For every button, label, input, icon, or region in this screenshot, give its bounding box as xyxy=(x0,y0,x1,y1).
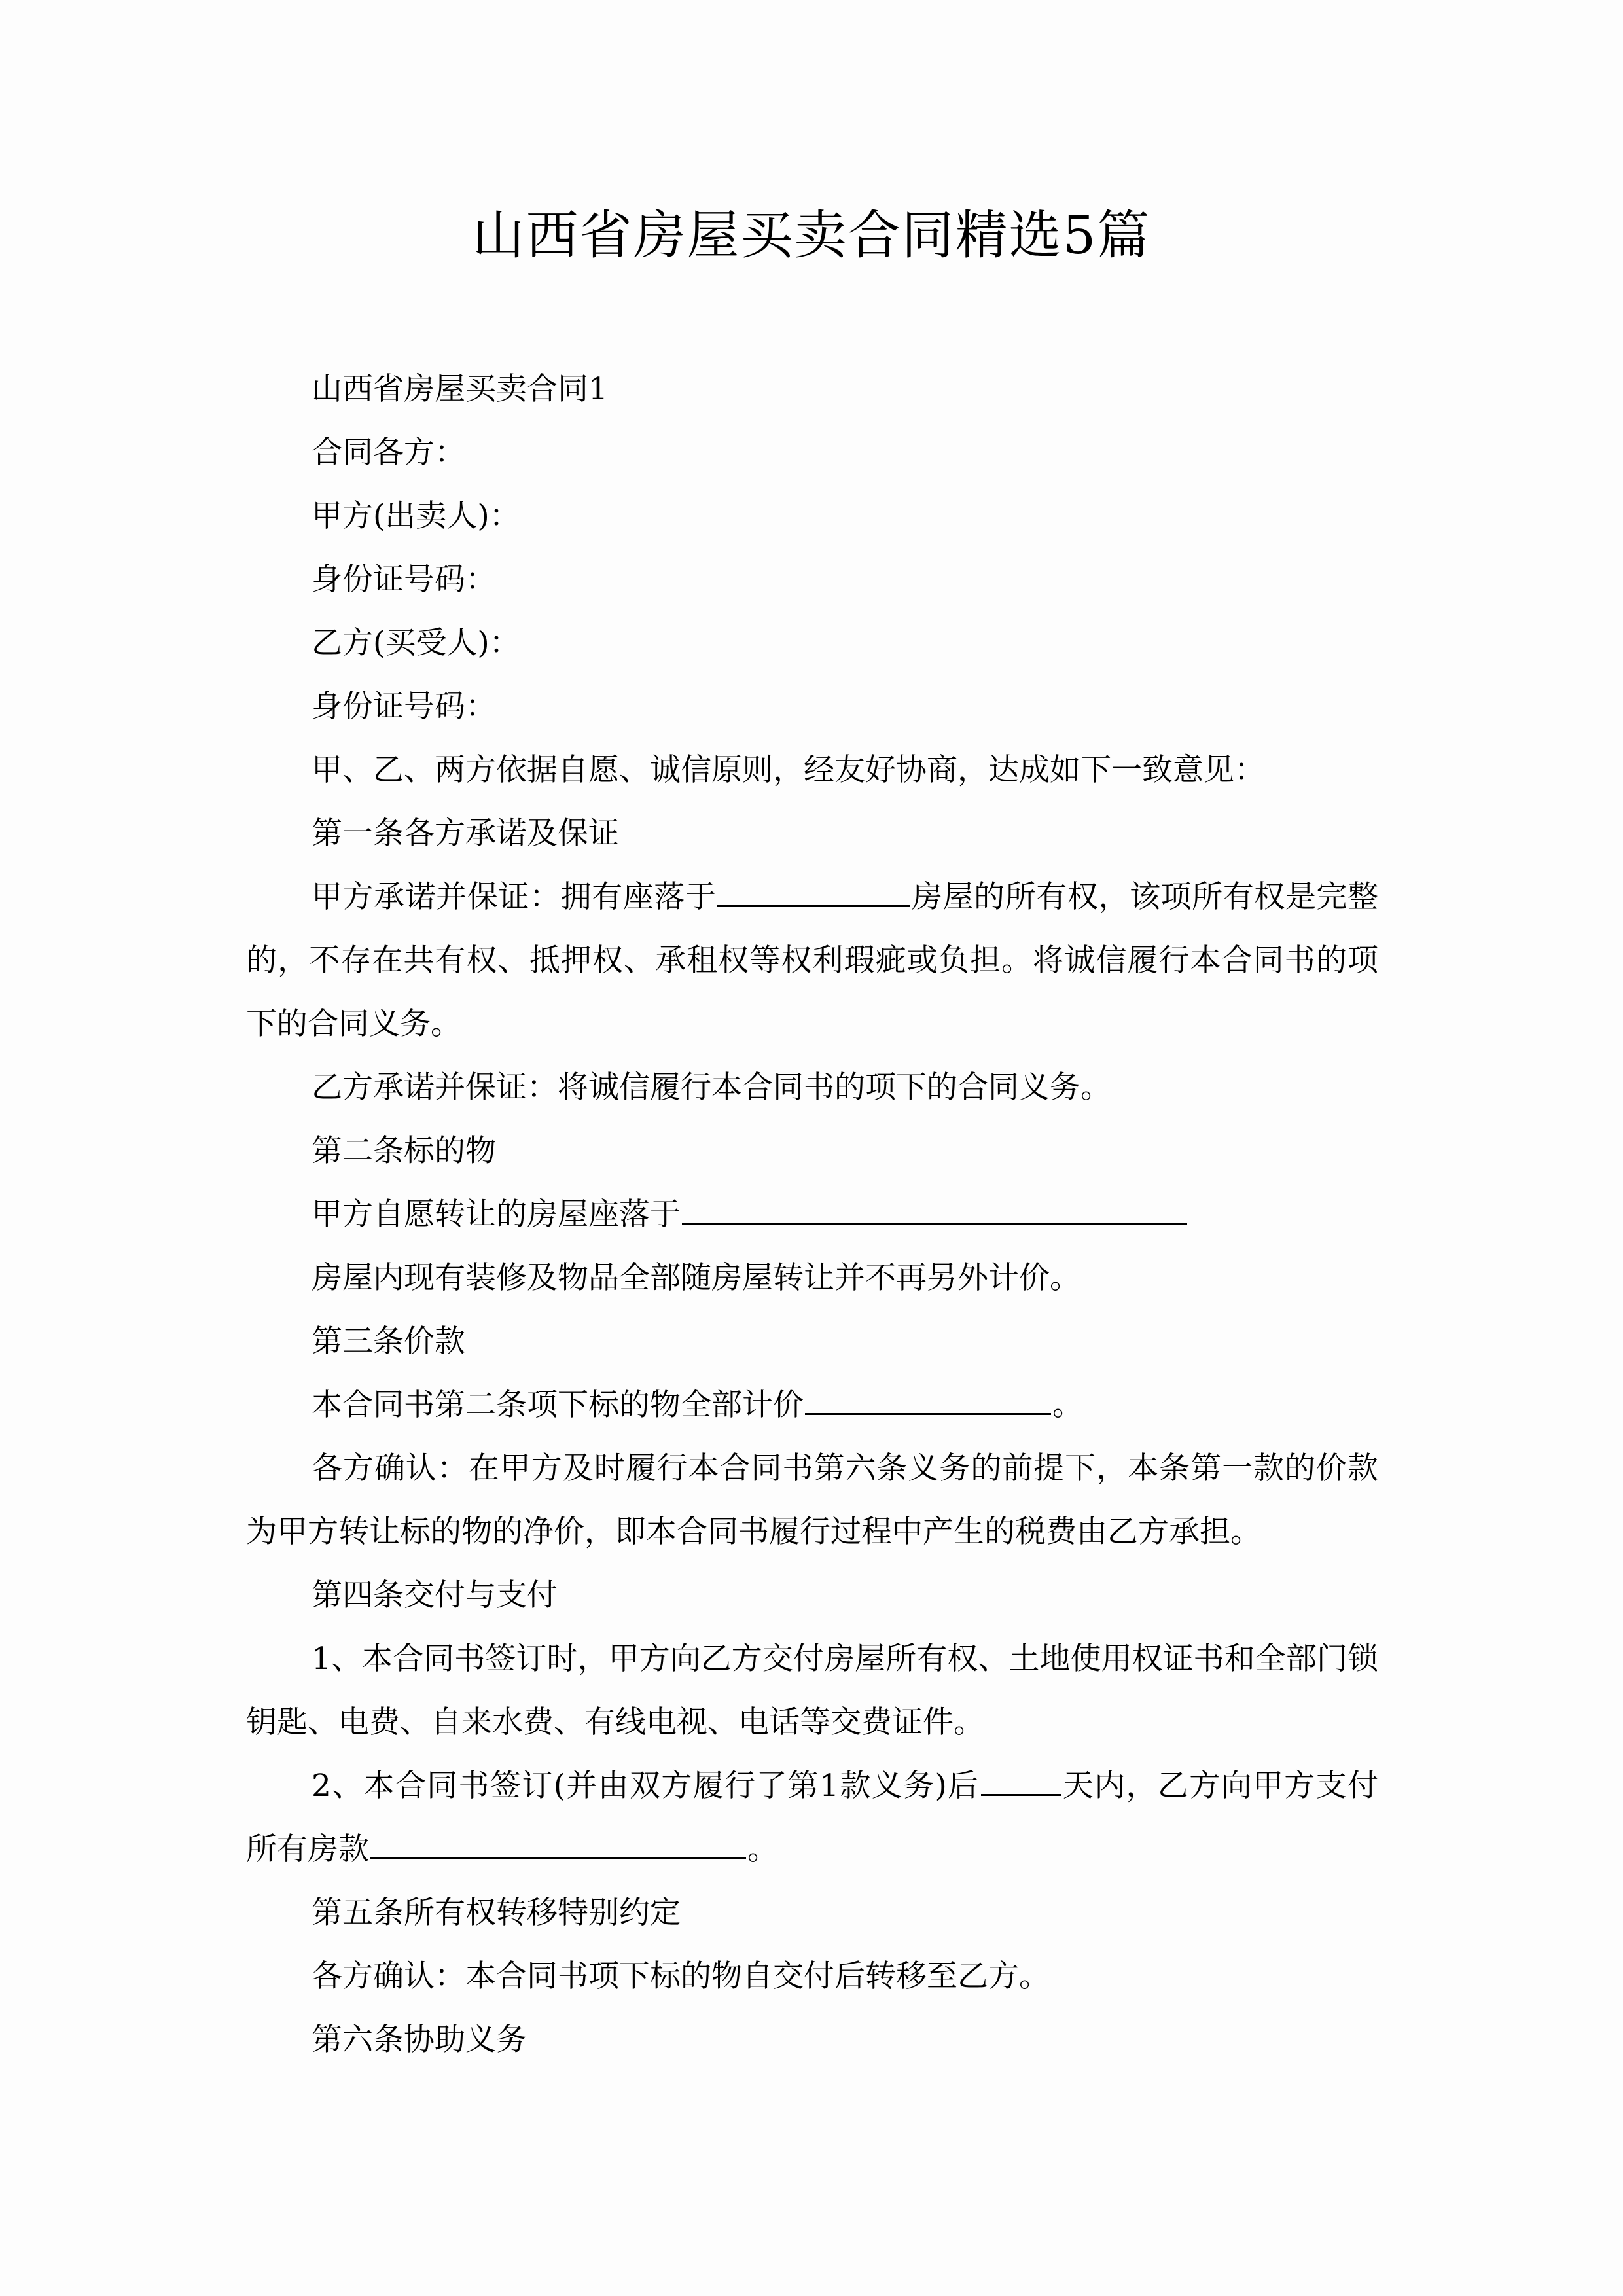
clause-text: 2、本合同书签订(并由双方履行了第1款义务)后 xyxy=(312,1768,980,1804)
party-b-id-label: 身份证号码： xyxy=(312,689,496,725)
clause-text: 本合同书第二条项下标的物全部计价 xyxy=(312,1387,804,1423)
article-3-heading: 第三条价款 xyxy=(312,1323,465,1359)
preamble: 甲、乙、两方依据自愿、诚信原则，经友好协商，达成如下一致意见： xyxy=(312,752,1265,788)
article-3-confirm: 各方确认：在甲方及时履行本合同书第六条义务的前提下，本条第一款的价款为甲方转让标的物的净价，即本合同书履行过程中产生的税费由乙方承担。 xyxy=(246,1450,1378,1550)
clause-text: 甲方承诺并保证：拥有座落于 xyxy=(312,879,717,915)
article-4-item-2 xyxy=(246,1754,1378,1881)
section-title: 山西省房屋买卖合同1 xyxy=(312,371,608,407)
article-6-heading: 第六条协助义务 xyxy=(312,2022,527,2058)
party-a-label: 甲方(出卖人)： xyxy=(312,498,520,534)
article-5-heading: 第五条所有权转移特别约定 xyxy=(312,1895,681,1931)
document-body xyxy=(246,357,1378,2072)
clause-text: 。 xyxy=(747,1831,778,1867)
clause-text: 。 xyxy=(1052,1387,1083,1423)
article-2-fixtures: 房屋内现有装修及物品全部随房屋转让并不再另外计价。 xyxy=(312,1260,1080,1296)
blank-total-price[interactable] xyxy=(805,1387,1051,1415)
blank-payment-amount[interactable] xyxy=(370,1831,746,1859)
article-3-price xyxy=(246,1373,1378,1437)
party-a-id-label: 身份证号码： xyxy=(312,562,496,598)
article-4-item-1: 1、本合同书签订时，甲方向乙方交付房屋所有权、土地使用权证书和全部门锁钥匙、电费、自来水费、有线电视、电话等交费证件。 xyxy=(246,1641,1378,1740)
clause-text: 房屋的所有权，该项所有权是完整的，不存在共有权、抵押权、承租权等权利瑕疵或负担。将诚信履行本合同书的项下的合同义务。 xyxy=(246,879,1379,1042)
article-2-heading: 第二条标的物 xyxy=(312,1133,496,1169)
article-2-location xyxy=(246,1183,1378,1246)
clause-text: 天内，乙方向甲方支付所有房款 xyxy=(246,1768,1379,1867)
article-4-heading: 第四条交付与支付 xyxy=(312,1577,558,1613)
article-5-confirm: 各方确认：本合同书项下标的物自交付后转移至乙方。 xyxy=(312,1958,1050,1994)
blank-property-location[interactable] xyxy=(717,879,910,907)
party-b-label: 乙方(买受人)： xyxy=(312,625,520,661)
blank-days[interactable] xyxy=(981,1768,1061,1796)
article-1-clause-b: 乙方承诺并保证：将诚信履行本合同书的项下的合同义务。 xyxy=(312,1069,1111,1105)
parties-label: 合同各方： xyxy=(312,435,465,471)
document-title: 山西省房屋买卖合同精选5篇 xyxy=(472,205,1151,266)
article-1-heading: 第一条各方承诺及保证 xyxy=(312,816,619,852)
blank-house-location[interactable] xyxy=(682,1196,1187,1225)
clause-text: 甲方自愿转让的房屋座落于 xyxy=(312,1196,681,1232)
article-1-clause-a xyxy=(246,865,1378,1056)
